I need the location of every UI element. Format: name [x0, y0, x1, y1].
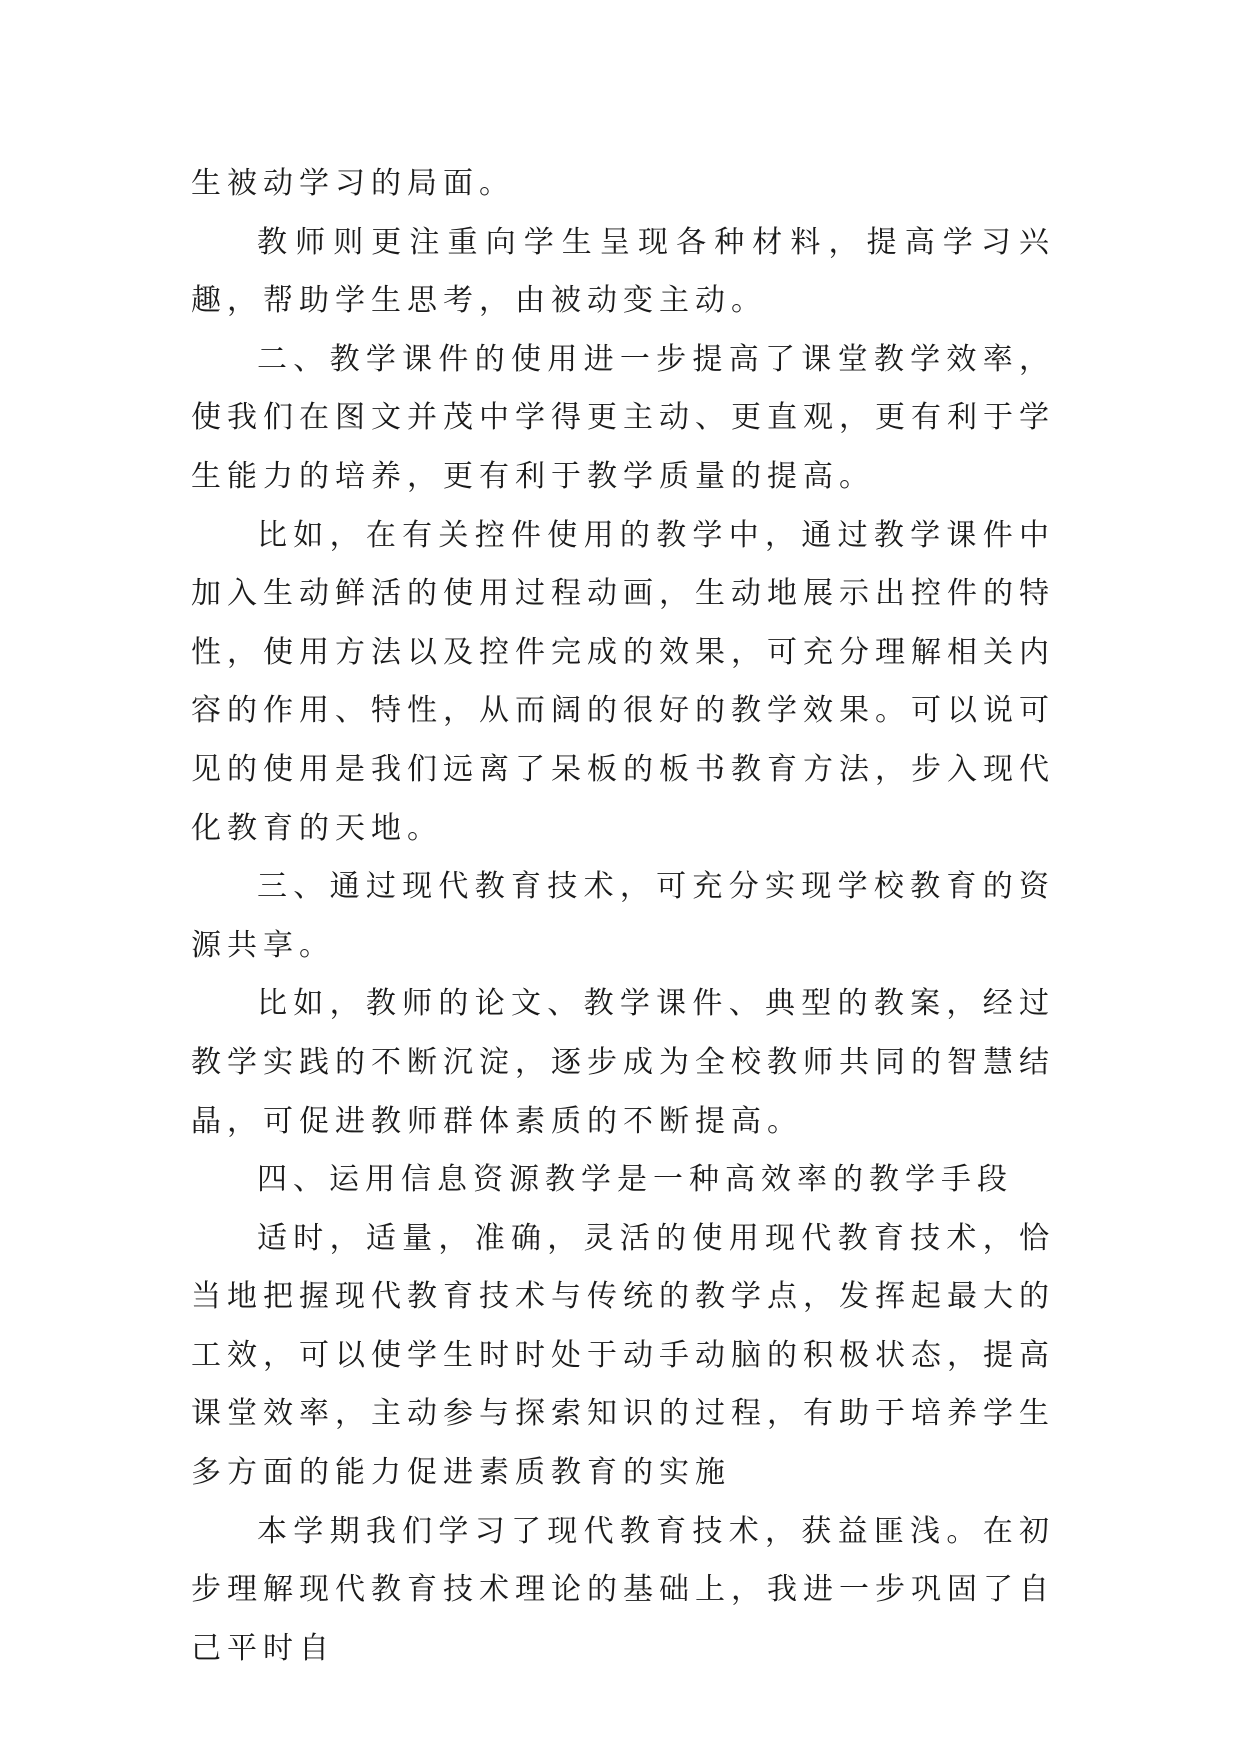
paragraph-5: 三、通过现代教育技术，可充分实现学校教育的资源共享。 — [191, 869, 1055, 963]
paragraph-7: 四、运用信息资源教学是一种高效率的教学手段 — [257, 1162, 1013, 1198]
paragraph-4: 比如，在有关控件使用的教学中，通过教学课件中加入生动鲜活的使用过程动画，生动地展示出控件的特性，使用方法以及控件完成的效果，可充分理解相关内容的作用、特性，从而阔的很好的教学效果。可以说可见的使用是我们远离了呆板的板书教育方法，步入现代化教育的天地。 — [191, 517, 1055, 846]
paragraph-2: 教师则更注重向学生呈现各种材料，提高学习兴趣，帮助学生思考，由被动变主动。 — [191, 224, 1055, 319]
paragraph-8: 适时，适量，准确，灵活的使用现代教育技术，恰当地把握现代教育技术与传统的教学点，发挥起最大的工效，可以使学生时时处于动手动脑的积极状态，提高课堂效率，主动参与探索知识的过程，有助于培养学生多方面的能力促进素质教育的实施 — [191, 1220, 1055, 1491]
document-page — [191, 155, 1055, 1678]
paragraph-9: 本学期我们学习了现代教育技术，获益匪浅。在初步理解现代教育技术理论的基础上，我进一步巩固了自己平时自 — [191, 1513, 1055, 1666]
paragraph-3: 二、教学课件的使用进一步提高了课堂教学效率，使我们在图文并茂中学得更主动、更直观，更有利于学生能力的培养，更有利于教学质量的提高。 — [191, 341, 1055, 494]
paragraph-6: 比如，教师的论文、教学课件、典型的教案，经过教学实践的不断沉淀，逐步成为全校教师共同的智慧结晶，可促进教师群体素质的不断提高。 — [191, 986, 1055, 1139]
paragraph-1: 生被动学习的局面。 — [191, 166, 515, 201]
